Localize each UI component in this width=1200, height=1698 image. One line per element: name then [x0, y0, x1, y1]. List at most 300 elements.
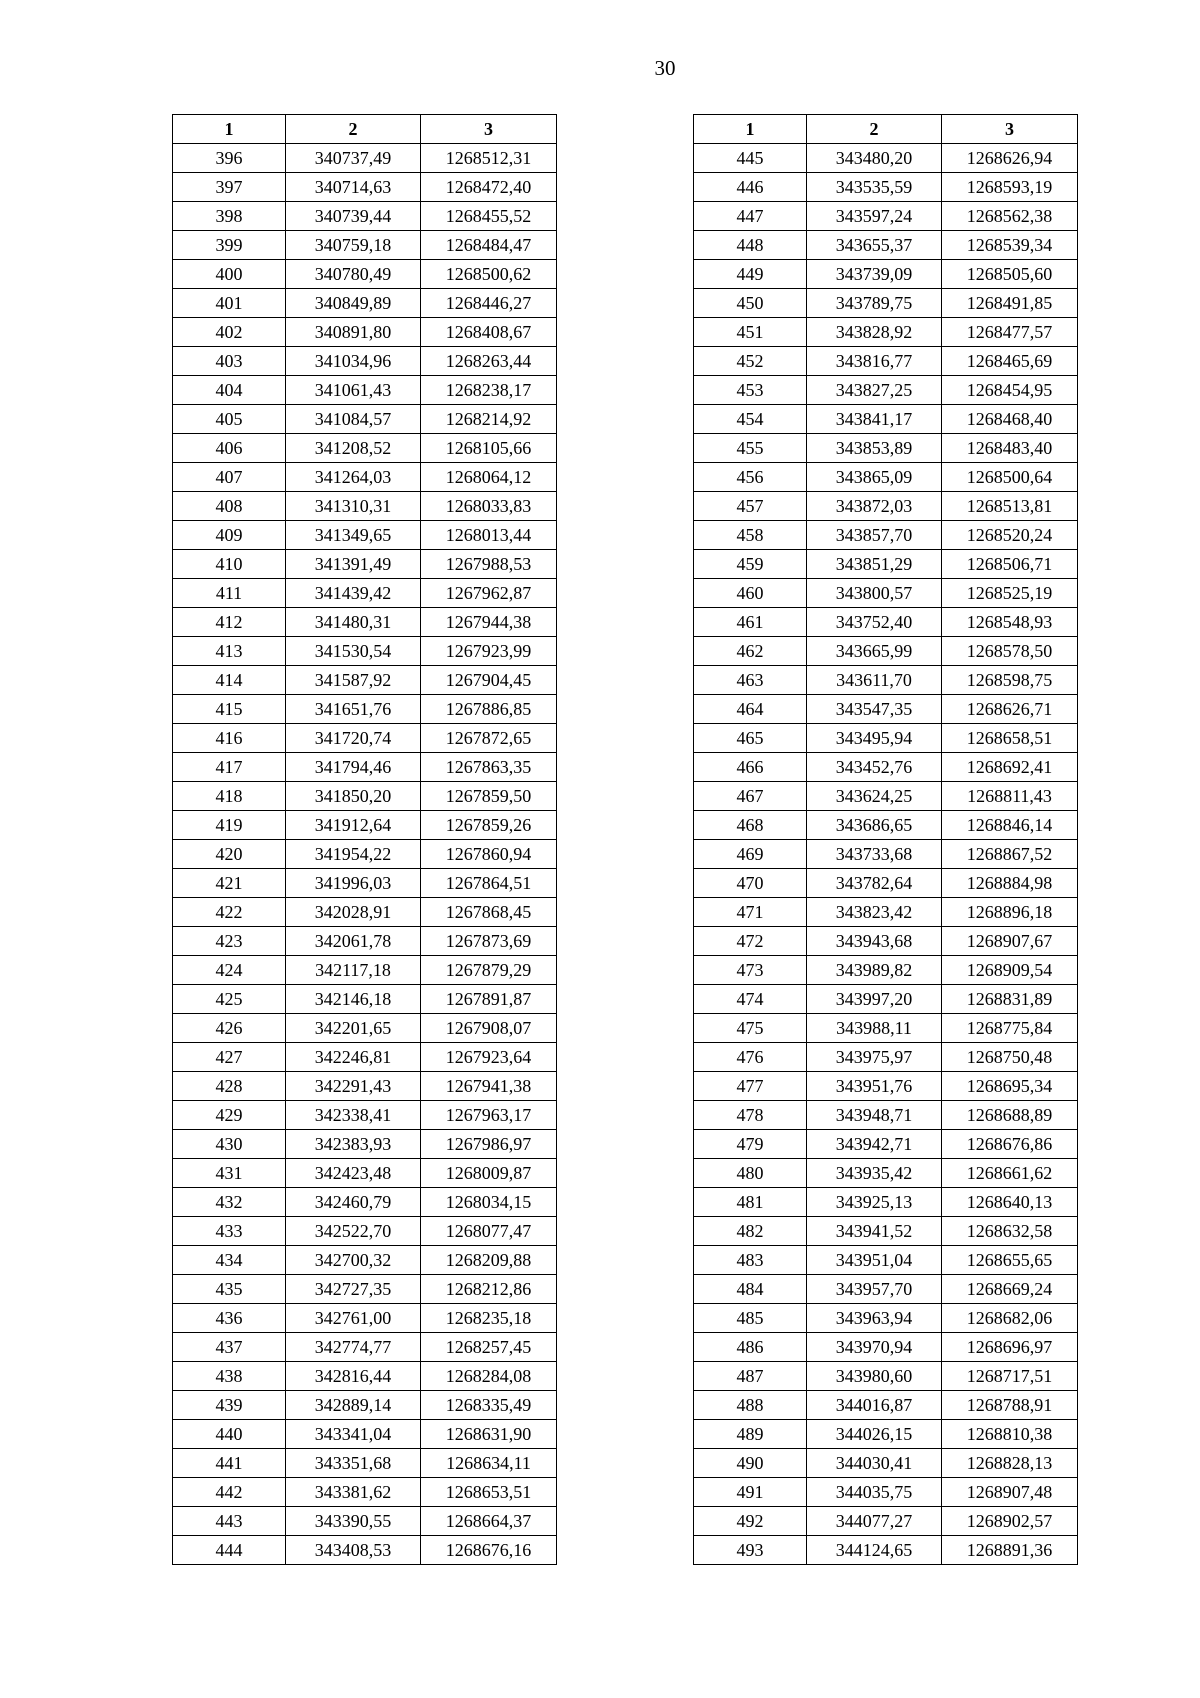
- table-row: [173, 956, 557, 985]
- y-coordinate-cell: 1268477,57: [942, 318, 1078, 347]
- table-row: [173, 1014, 557, 1043]
- point-number-cell: 446: [694, 173, 807, 202]
- table-row: [173, 347, 557, 376]
- table-row: [694, 463, 1078, 492]
- x-coordinate-cell: 340759,18: [286, 231, 421, 260]
- table-row: [694, 985, 1078, 1014]
- point-number-cell: 407: [173, 463, 286, 492]
- x-coordinate-cell: 341912,64: [286, 811, 421, 840]
- point-number-cell: 430: [173, 1130, 286, 1159]
- table-row: [173, 1362, 557, 1391]
- column-header-number: 1: [694, 115, 807, 144]
- table-body-left: [173, 144, 557, 1565]
- x-coordinate-cell: 344026,15: [807, 1420, 942, 1449]
- x-coordinate-cell: 343408,53: [286, 1536, 421, 1565]
- column-header-number: 1: [173, 115, 286, 144]
- point-number-cell: 484: [694, 1275, 807, 1304]
- x-coordinate-cell: 343495,94: [807, 724, 942, 753]
- point-number-cell: 492: [694, 1507, 807, 1536]
- x-coordinate-cell: 342246,81: [286, 1043, 421, 1072]
- table-row: [694, 1391, 1078, 1420]
- point-number-cell: 479: [694, 1130, 807, 1159]
- y-coordinate-cell: 1268484,47: [421, 231, 557, 260]
- point-number-cell: 401: [173, 289, 286, 318]
- table-row: [694, 1362, 1078, 1391]
- table-row: [694, 782, 1078, 811]
- table-row: [694, 1043, 1078, 1072]
- point-number-cell: 396: [173, 144, 286, 173]
- table-row: [173, 1246, 557, 1275]
- point-number-cell: 409: [173, 521, 286, 550]
- x-coordinate-cell: 342700,32: [286, 1246, 421, 1275]
- x-coordinate-cell: 341530,54: [286, 637, 421, 666]
- point-number-cell: 424: [173, 956, 286, 985]
- y-coordinate-cell: 1268033,83: [421, 492, 557, 521]
- table-row: [694, 144, 1078, 173]
- table-row: [173, 898, 557, 927]
- table-row: [694, 579, 1078, 608]
- x-coordinate-cell: 342522,70: [286, 1217, 421, 1246]
- point-number-cell: 459: [694, 550, 807, 579]
- y-coordinate-cell: 1268810,38: [942, 1420, 1078, 1449]
- y-coordinate-cell: 1267863,35: [421, 753, 557, 782]
- table-row: [694, 1217, 1078, 1246]
- x-coordinate-cell: 343351,68: [286, 1449, 421, 1478]
- table-row: [173, 1188, 557, 1217]
- point-number-cell: 465: [694, 724, 807, 753]
- table-row: [173, 985, 557, 1014]
- table-row: [173, 1217, 557, 1246]
- table-row: [173, 637, 557, 666]
- y-coordinate-cell: 1268408,67: [421, 318, 557, 347]
- table-row: [173, 1478, 557, 1507]
- x-coordinate-cell: 343390,55: [286, 1507, 421, 1536]
- y-coordinate-cell: 1267860,94: [421, 840, 557, 869]
- point-number-cell: 464: [694, 695, 807, 724]
- table-row: [694, 289, 1078, 318]
- point-number-cell: 397: [173, 173, 286, 202]
- x-coordinate-cell: 341651,76: [286, 695, 421, 724]
- point-number-cell: 452: [694, 347, 807, 376]
- x-coordinate-cell: 343951,04: [807, 1246, 942, 1275]
- table-row: [694, 1333, 1078, 1362]
- table-row: [694, 318, 1078, 347]
- point-number-cell: 426: [173, 1014, 286, 1043]
- x-coordinate-cell: 341084,57: [286, 405, 421, 434]
- point-number-cell: 436: [173, 1304, 286, 1333]
- table-row: [694, 1014, 1078, 1043]
- table-row: [173, 260, 557, 289]
- x-coordinate-cell: 343957,70: [807, 1275, 942, 1304]
- table-row: [694, 666, 1078, 695]
- point-number-cell: 458: [694, 521, 807, 550]
- x-coordinate-cell: 343624,25: [807, 782, 942, 811]
- point-number-cell: 454: [694, 405, 807, 434]
- y-coordinate-cell: 1268626,71: [942, 695, 1078, 724]
- y-coordinate-cell: 1268695,34: [942, 1072, 1078, 1101]
- y-coordinate-cell: 1268013,44: [421, 521, 557, 550]
- x-coordinate-cell: 341480,31: [286, 608, 421, 637]
- point-number-cell: 466: [694, 753, 807, 782]
- y-coordinate-cell: 1268562,38: [942, 202, 1078, 231]
- y-coordinate-cell: 1268446,27: [421, 289, 557, 318]
- table-row: [173, 695, 557, 724]
- point-number-cell: 463: [694, 666, 807, 695]
- column-header-x: 2: [807, 115, 942, 144]
- x-coordinate-cell: 344077,27: [807, 1507, 942, 1536]
- point-number-cell: 475: [694, 1014, 807, 1043]
- table-row: [694, 1304, 1078, 1333]
- point-number-cell: 469: [694, 840, 807, 869]
- x-coordinate-cell: 342761,00: [286, 1304, 421, 1333]
- y-coordinate-cell: 1268578,50: [942, 637, 1078, 666]
- point-number-cell: 417: [173, 753, 286, 782]
- point-number-cell: 486: [694, 1333, 807, 1362]
- y-coordinate-cell: 1268455,52: [421, 202, 557, 231]
- y-coordinate-cell: 1268692,41: [942, 753, 1078, 782]
- point-number-cell: 425: [173, 985, 286, 1014]
- table-row: [173, 1130, 557, 1159]
- x-coordinate-cell: 343975,97: [807, 1043, 942, 1072]
- table-row: [694, 1449, 1078, 1478]
- y-coordinate-cell: 1268465,69: [942, 347, 1078, 376]
- y-coordinate-cell: 1268653,51: [421, 1478, 557, 1507]
- x-coordinate-cell: 343381,62: [286, 1478, 421, 1507]
- table-row: [173, 173, 557, 202]
- y-coordinate-cell: 1268506,71: [942, 550, 1078, 579]
- table-row: [694, 550, 1078, 579]
- point-number-cell: 399: [173, 231, 286, 260]
- column-header-x: 2: [286, 115, 421, 144]
- point-number-cell: 435: [173, 1275, 286, 1304]
- point-number-cell: 491: [694, 1478, 807, 1507]
- point-number-cell: 456: [694, 463, 807, 492]
- table-row: [173, 840, 557, 869]
- x-coordinate-cell: 344124,65: [807, 1536, 942, 1565]
- point-number-cell: 483: [694, 1246, 807, 1275]
- x-coordinate-cell: 342727,35: [286, 1275, 421, 1304]
- y-coordinate-cell: 1268064,12: [421, 463, 557, 492]
- x-coordinate-cell: 341996,03: [286, 869, 421, 898]
- point-number-cell: 403: [173, 347, 286, 376]
- point-number-cell: 488: [694, 1391, 807, 1420]
- point-number-cell: 478: [694, 1101, 807, 1130]
- y-coordinate-cell: 1268831,89: [942, 985, 1078, 1014]
- x-coordinate-cell: 343851,29: [807, 550, 942, 579]
- y-coordinate-cell: 1268491,85: [942, 289, 1078, 318]
- x-coordinate-cell: 343452,76: [807, 753, 942, 782]
- point-number-cell: 444: [173, 1536, 286, 1565]
- y-coordinate-cell: 1268468,40: [942, 405, 1078, 434]
- y-coordinate-cell: 1268750,48: [942, 1043, 1078, 1072]
- table-row: [173, 869, 557, 898]
- point-number-cell: 402: [173, 318, 286, 347]
- x-coordinate-cell: 343789,75: [807, 289, 942, 318]
- table-row: [173, 579, 557, 608]
- y-coordinate-cell: 1268500,62: [421, 260, 557, 289]
- x-coordinate-cell: 344016,87: [807, 1391, 942, 1420]
- y-coordinate-cell: 1268909,54: [942, 956, 1078, 985]
- table-row: [694, 753, 1078, 782]
- y-coordinate-cell: 1268775,84: [942, 1014, 1078, 1043]
- y-coordinate-cell: 1268548,93: [942, 608, 1078, 637]
- point-number-cell: 468: [694, 811, 807, 840]
- table-row: [694, 956, 1078, 985]
- x-coordinate-cell: 341850,20: [286, 782, 421, 811]
- table-row: [173, 318, 557, 347]
- table-row: [173, 434, 557, 463]
- table-row: [694, 637, 1078, 666]
- point-number-cell: 423: [173, 927, 286, 956]
- point-number-cell: 460: [694, 579, 807, 608]
- x-coordinate-cell: 343997,20: [807, 985, 942, 1014]
- point-number-cell: 427: [173, 1043, 286, 1072]
- y-coordinate-cell: 1268214,92: [421, 405, 557, 434]
- y-coordinate-cell: 1267859,26: [421, 811, 557, 840]
- x-coordinate-cell: 343816,77: [807, 347, 942, 376]
- x-coordinate-cell: 343935,42: [807, 1159, 942, 1188]
- x-coordinate-cell: 341264,03: [286, 463, 421, 492]
- table-row: [173, 1391, 557, 1420]
- x-coordinate-cell: 341208,52: [286, 434, 421, 463]
- point-number-cell: 453: [694, 376, 807, 405]
- table-row: [173, 202, 557, 231]
- x-coordinate-cell: 343942,71: [807, 1130, 942, 1159]
- x-coordinate-cell: 343980,60: [807, 1362, 942, 1391]
- y-coordinate-cell: 1267879,29: [421, 956, 557, 985]
- x-coordinate-cell: 342061,78: [286, 927, 421, 956]
- table-row: [694, 1130, 1078, 1159]
- y-coordinate-cell: 1268263,44: [421, 347, 557, 376]
- y-coordinate-cell: 1267908,07: [421, 1014, 557, 1043]
- x-coordinate-cell: 342201,65: [286, 1014, 421, 1043]
- x-coordinate-cell: 342291,43: [286, 1072, 421, 1101]
- y-coordinate-cell: 1268676,16: [421, 1536, 557, 1565]
- y-coordinate-cell: 1268593,19: [942, 173, 1078, 202]
- x-coordinate-cell: 343872,03: [807, 492, 942, 521]
- y-coordinate-cell: 1268077,47: [421, 1217, 557, 1246]
- y-coordinate-cell: 1268640,13: [942, 1188, 1078, 1217]
- y-coordinate-cell: 1268828,13: [942, 1449, 1078, 1478]
- point-number-cell: 406: [173, 434, 286, 463]
- y-coordinate-cell: 1268634,11: [421, 1449, 557, 1478]
- y-coordinate-cell: 1268034,15: [421, 1188, 557, 1217]
- point-number-cell: 457: [694, 492, 807, 521]
- x-coordinate-cell: 341954,22: [286, 840, 421, 869]
- table-row: [694, 492, 1078, 521]
- table-row: [173, 231, 557, 260]
- point-number-cell: 433: [173, 1217, 286, 1246]
- y-coordinate-cell: 1268664,37: [421, 1507, 557, 1536]
- y-coordinate-cell: 1268676,86: [942, 1130, 1078, 1159]
- point-number-cell: 480: [694, 1159, 807, 1188]
- table-row: [173, 1507, 557, 1536]
- table-row: [694, 869, 1078, 898]
- point-number-cell: 451: [694, 318, 807, 347]
- point-number-cell: 470: [694, 869, 807, 898]
- point-number-cell: 398: [173, 202, 286, 231]
- y-coordinate-cell: 1268483,40: [942, 434, 1078, 463]
- y-coordinate-cell: 1268235,18: [421, 1304, 557, 1333]
- y-coordinate-cell: 1268512,31: [421, 144, 557, 173]
- table-row: [694, 1507, 1078, 1536]
- x-coordinate-cell: 341439,42: [286, 579, 421, 608]
- point-number-cell: 482: [694, 1217, 807, 1246]
- y-coordinate-cell: 1268238,17: [421, 376, 557, 405]
- x-coordinate-cell: 343733,68: [807, 840, 942, 869]
- point-number-cell: 490: [694, 1449, 807, 1478]
- y-coordinate-cell: 1268655,65: [942, 1246, 1078, 1275]
- x-coordinate-cell: 343597,24: [807, 202, 942, 231]
- table-header-row: [694, 115, 1078, 144]
- table-row: [694, 434, 1078, 463]
- point-number-cell: 429: [173, 1101, 286, 1130]
- table-row: [173, 782, 557, 811]
- point-number-cell: 439: [173, 1391, 286, 1420]
- table-row: [694, 724, 1078, 753]
- point-number-cell: 400: [173, 260, 286, 289]
- y-coordinate-cell: 1267963,17: [421, 1101, 557, 1130]
- point-number-cell: 419: [173, 811, 286, 840]
- table-row: [694, 376, 1078, 405]
- x-coordinate-cell: 340849,89: [286, 289, 421, 318]
- y-coordinate-cell: 1268598,75: [942, 666, 1078, 695]
- y-coordinate-cell: 1268658,51: [942, 724, 1078, 753]
- y-coordinate-cell: 1268513,81: [942, 492, 1078, 521]
- y-coordinate-cell: 1268335,49: [421, 1391, 557, 1420]
- point-number-cell: 489: [694, 1420, 807, 1449]
- table-row: [173, 289, 557, 318]
- point-number-cell: 438: [173, 1362, 286, 1391]
- point-number-cell: 432: [173, 1188, 286, 1217]
- x-coordinate-cell: 342774,77: [286, 1333, 421, 1362]
- x-coordinate-cell: 341310,31: [286, 492, 421, 521]
- point-number-cell: 485: [694, 1304, 807, 1333]
- table-row: [694, 1101, 1078, 1130]
- table-row: [173, 521, 557, 550]
- y-coordinate-cell: 1268884,98: [942, 869, 1078, 898]
- table-row: [694, 1536, 1078, 1565]
- x-coordinate-cell: 343941,52: [807, 1217, 942, 1246]
- table-row: [173, 608, 557, 637]
- x-coordinate-cell: 343800,57: [807, 579, 942, 608]
- table-row: [694, 1275, 1078, 1304]
- point-number-cell: 428: [173, 1072, 286, 1101]
- x-coordinate-cell: 341720,74: [286, 724, 421, 753]
- x-coordinate-cell: 343341,04: [286, 1420, 421, 1449]
- y-coordinate-cell: 1267859,50: [421, 782, 557, 811]
- x-coordinate-cell: 343611,70: [807, 666, 942, 695]
- y-coordinate-cell: 1268626,94: [942, 144, 1078, 173]
- point-number-cell: 422: [173, 898, 286, 927]
- x-coordinate-cell: 340714,63: [286, 173, 421, 202]
- page-number: 30: [654, 56, 676, 80]
- x-coordinate-cell: 343827,25: [807, 376, 942, 405]
- point-number-cell: 447: [694, 202, 807, 231]
- y-coordinate-cell: 1268669,24: [942, 1275, 1078, 1304]
- table-row: [173, 666, 557, 695]
- x-coordinate-cell: 341794,46: [286, 753, 421, 782]
- point-number-cell: 455: [694, 434, 807, 463]
- point-number-cell: 449: [694, 260, 807, 289]
- y-coordinate-cell: 1267944,38: [421, 608, 557, 637]
- table-row: [694, 231, 1078, 260]
- y-coordinate-cell: 1267988,53: [421, 550, 557, 579]
- table-row: [694, 927, 1078, 956]
- point-number-cell: 487: [694, 1362, 807, 1391]
- point-number-cell: 473: [694, 956, 807, 985]
- x-coordinate-cell: 342460,79: [286, 1188, 421, 1217]
- x-coordinate-cell: 340891,80: [286, 318, 421, 347]
- x-coordinate-cell: 343948,71: [807, 1101, 942, 1130]
- x-coordinate-cell: 342889,14: [286, 1391, 421, 1420]
- table-row: [694, 405, 1078, 434]
- y-coordinate-cell: 1268907,67: [942, 927, 1078, 956]
- y-coordinate-cell: 1267923,99: [421, 637, 557, 666]
- table-row: [694, 1159, 1078, 1188]
- y-coordinate-cell: 1267891,87: [421, 985, 557, 1014]
- point-number-cell: 415: [173, 695, 286, 724]
- table-row: [694, 1246, 1078, 1275]
- x-coordinate-cell: 343963,94: [807, 1304, 942, 1333]
- x-coordinate-cell: 341061,43: [286, 376, 421, 405]
- table-row: [694, 260, 1078, 289]
- table-row: [173, 1043, 557, 1072]
- table-row: [173, 492, 557, 521]
- y-coordinate-cell: 1267864,51: [421, 869, 557, 898]
- point-number-cell: 408: [173, 492, 286, 521]
- table-row: [173, 753, 557, 782]
- x-coordinate-cell: 340739,44: [286, 202, 421, 231]
- point-number-cell: 431: [173, 1159, 286, 1188]
- x-coordinate-cell: 340737,49: [286, 144, 421, 173]
- point-number-cell: 434: [173, 1246, 286, 1275]
- point-number-cell: 476: [694, 1043, 807, 1072]
- coordinates-table-left: [172, 114, 557, 1565]
- x-coordinate-cell: 343865,09: [807, 463, 942, 492]
- x-coordinate-cell: 343535,59: [807, 173, 942, 202]
- point-number-cell: 421: [173, 869, 286, 898]
- table-row: [173, 1275, 557, 1304]
- table-row: [173, 1304, 557, 1333]
- x-coordinate-cell: 341349,65: [286, 521, 421, 550]
- x-coordinate-cell: 343823,42: [807, 898, 942, 927]
- x-coordinate-cell: 343841,17: [807, 405, 942, 434]
- x-coordinate-cell: 342816,44: [286, 1362, 421, 1391]
- y-coordinate-cell: 1268009,87: [421, 1159, 557, 1188]
- coordinates-table-right: [693, 114, 1078, 1565]
- table-row: [173, 927, 557, 956]
- x-coordinate-cell: 342028,91: [286, 898, 421, 927]
- y-coordinate-cell: 1268896,18: [942, 898, 1078, 927]
- table-row: [173, 463, 557, 492]
- y-coordinate-cell: 1268867,52: [942, 840, 1078, 869]
- y-coordinate-cell: 1268500,64: [942, 463, 1078, 492]
- x-coordinate-cell: 343665,99: [807, 637, 942, 666]
- x-coordinate-cell: 343943,68: [807, 927, 942, 956]
- x-coordinate-cell: 341587,92: [286, 666, 421, 695]
- y-coordinate-cell: 1268284,08: [421, 1362, 557, 1391]
- point-number-cell: 420: [173, 840, 286, 869]
- y-coordinate-cell: 1268539,34: [942, 231, 1078, 260]
- x-coordinate-cell: 343686,65: [807, 811, 942, 840]
- y-coordinate-cell: 1268661,62: [942, 1159, 1078, 1188]
- table-row: [694, 898, 1078, 927]
- point-number-cell: 467: [694, 782, 807, 811]
- point-number-cell: 472: [694, 927, 807, 956]
- y-coordinate-cell: 1268454,95: [942, 376, 1078, 405]
- table-row: [173, 376, 557, 405]
